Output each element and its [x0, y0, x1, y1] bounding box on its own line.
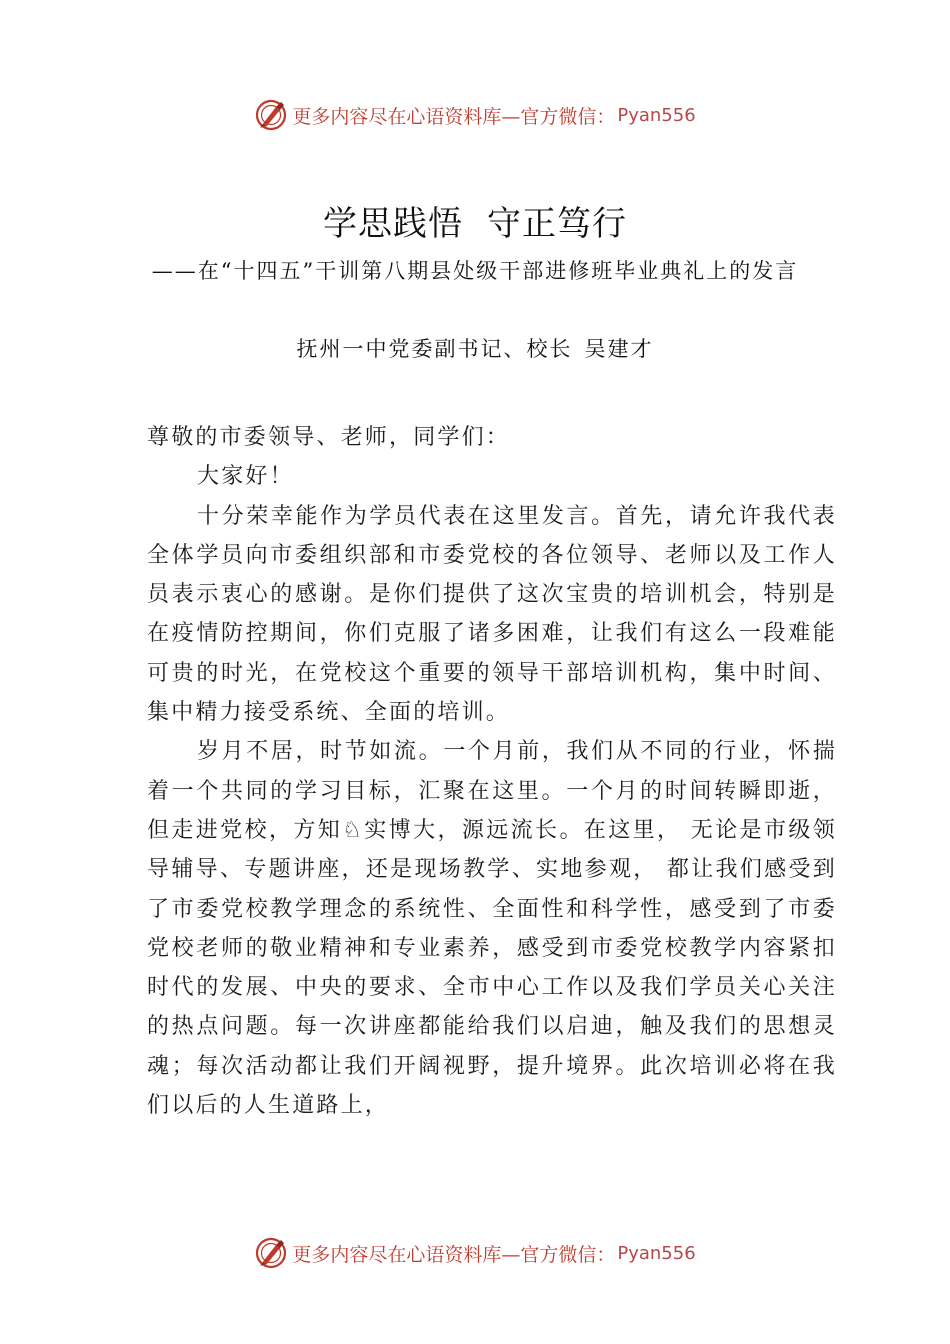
- watermark-text: 更多内容尽在心语资料库—官方微信：: [292, 1243, 616, 1266]
- pen-nib-logo-icon: [254, 98, 288, 132]
- footer-watermark-banner: [0, 1233, 950, 1273]
- title-part-2: 守正笃行: [487, 204, 627, 244]
- watermark-wechat-id: Pyan556: [617, 104, 696, 126]
- author-name: 吴建才: [584, 337, 654, 361]
- title-part-1: 学思践悟: [323, 204, 463, 244]
- salutation: 尊敬的市委领导、老师，同学们：: [147, 425, 511, 450]
- speech-body: [147, 418, 837, 1125]
- paragraph: 十分荣幸能作为学员代表在这里发言。首先，请允许我代表全体学员向市委组织部和市委党校的各位领导、老师以及工作人员表示衷心的感谢。是你们提供了这次宝贵的培训机会，特别是在疫情防控期间，你们克服了诸多困难，让我们有这么一段难能可贵的时光，在党校这个重要的领导干部培训机构，集中时间、集中精力接受系统、全面的培训。: [147, 503, 837, 726]
- page-title: [0, 196, 950, 245]
- author-line: [0, 333, 950, 363]
- author-affiliation: 抚州一中党委副书记、校长: [296, 337, 573, 361]
- header-watermark-banner: [0, 95, 950, 135]
- watermark-text: 更多内容尽在心语资料库—官方微信：: [292, 105, 616, 128]
- page-subtitle: ——在“十四五”干训第八期县处级干部进修班毕业典礼上的发言: [151, 259, 799, 283]
- pen-nib-logo-icon: [254, 1236, 288, 1270]
- watermark-wechat-id: Pyan556: [617, 1242, 696, 1264]
- paragraph: 岁月不居，时节如流。一个月前，我们从不同的行业，怀揣着一个共同的学习目标，汇聚在这里。一个月的时间转瞬即逝，但走进党校，方知♘实博大，源远流长。在这里， 无论是市级领导辅导、专题讲座，还是现场教学、实地参观， 都让我们感受到了市委党校教学理念的系统性、全面性和科学性，感受到了市委党校老师的敬业精神和专业素养，感受到市委党校教学内容紧扣时代的发展、中央的要求、全市中心工作以及我们学员关心关注的热点问题。每一次讲座都能给我们以启迪，触及我们的思想灵魂；每次活动都让我们开阔视野，提升境界。此次培训必将在我们以后的人生道路上，: [147, 739, 837, 1119]
- greeting: 大家好！: [197, 464, 294, 490]
